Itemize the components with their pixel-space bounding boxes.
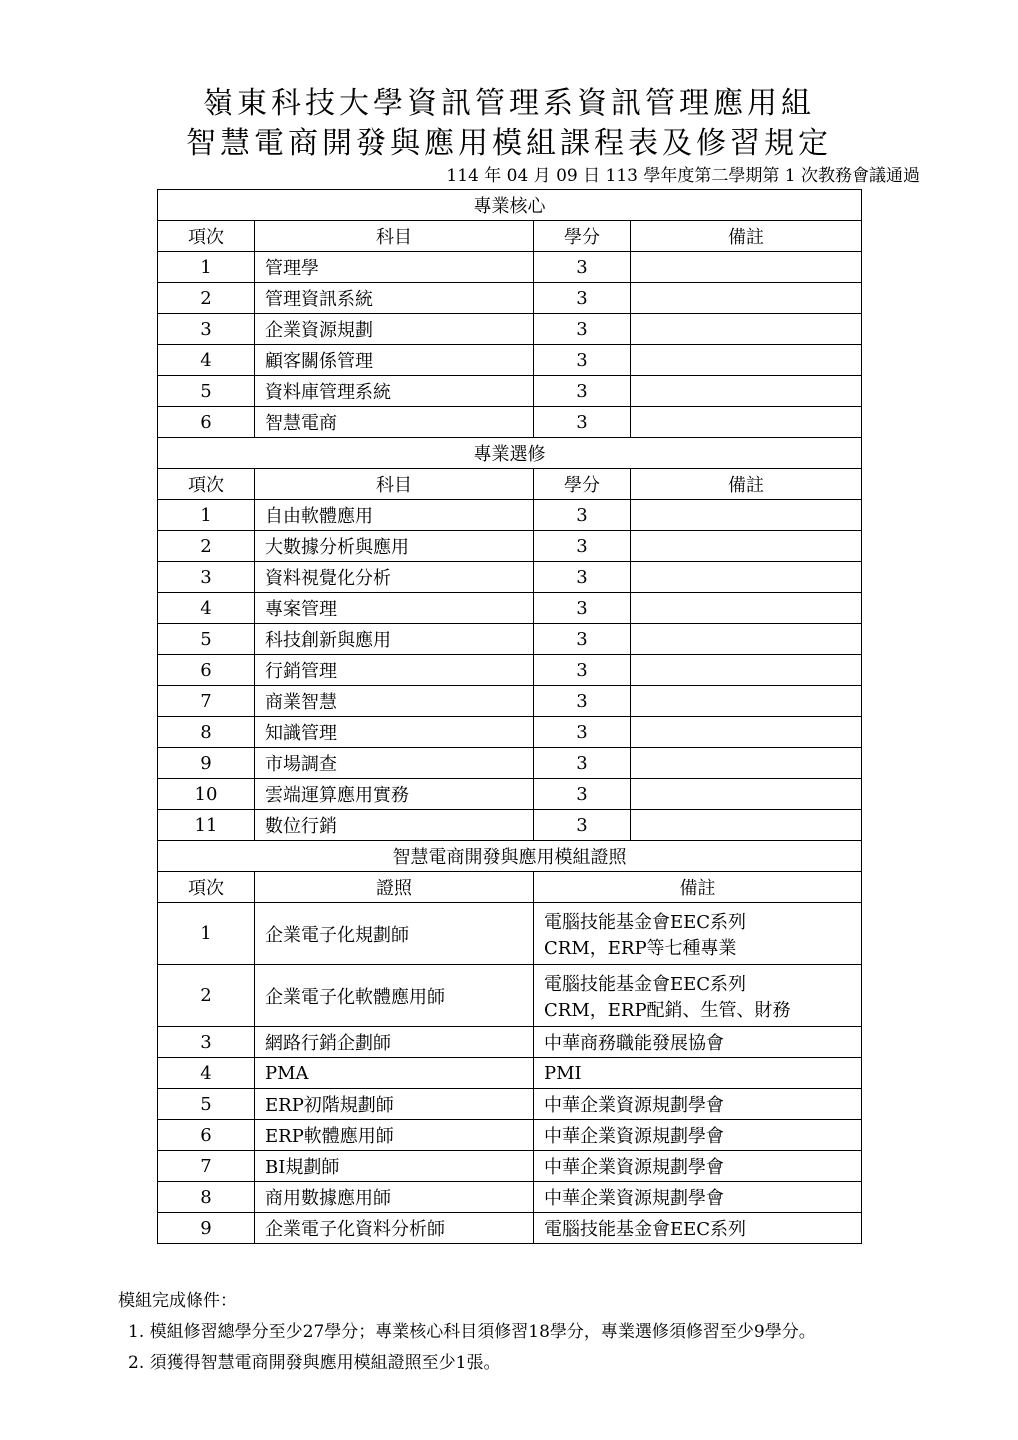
subject-name: 資料視覺化分析 [255, 562, 534, 593]
table-row [158, 717, 862, 748]
credits: 3 [534, 345, 631, 376]
certificate-name: 企業電子化軟體應用師 [255, 965, 534, 1027]
elective-section-title: 專業選修 [158, 438, 862, 469]
note [631, 407, 862, 438]
credits: 3 [534, 779, 631, 810]
subject-name: 科技創新與應用 [255, 624, 534, 655]
issuer-line: PMI [544, 1062, 582, 1084]
table-row [158, 1089, 862, 1120]
note [631, 655, 862, 686]
certificate-issuer [534, 1120, 862, 1151]
certificate-name: 企業電子化規劃師 [255, 903, 534, 965]
credits: 3 [534, 407, 631, 438]
table-row [158, 562, 862, 593]
subject-name: 自由軟體應用 [255, 500, 534, 531]
item-number: 4 [158, 593, 255, 624]
certificate-issuer [534, 903, 862, 965]
table-row [158, 531, 862, 562]
approval-note: 114 年 04 月 09 日 113 學年度第二學期第 1 次教務會議通過 [446, 166, 920, 186]
credits: 3 [534, 314, 631, 345]
credits-header: 學分 [534, 469, 631, 500]
note [631, 562, 862, 593]
certificate-header: 證照 [255, 872, 534, 903]
item-number: 2 [158, 531, 255, 562]
credits: 3 [534, 283, 631, 314]
subject-name: 管理資訊系統 [255, 283, 534, 314]
document-title-line1: 嶺東科技大學資訊管理系資訊管理應用組 [203, 86, 815, 121]
table-row [158, 500, 862, 531]
certificate-name: PMA [255, 1058, 534, 1089]
credits: 3 [534, 810, 631, 841]
note [631, 376, 862, 407]
table-row [158, 376, 862, 407]
table-row [158, 779, 862, 810]
subject-header: 科目 [255, 469, 534, 500]
note [631, 283, 862, 314]
table-row [158, 748, 862, 779]
credits: 3 [534, 376, 631, 407]
issuer-line: 中華企業資源規劃學會 [544, 1126, 724, 1147]
item-number: 3 [158, 314, 255, 345]
completion-requirements [118, 1286, 816, 1379]
credits-header: 學分 [534, 221, 631, 252]
item-number: 5 [158, 1089, 255, 1120]
table-row [158, 1058, 862, 1089]
credits: 3 [534, 531, 631, 562]
table-row [158, 1182, 862, 1213]
note-header: 備註 [534, 872, 862, 903]
item-number: 6 [158, 655, 255, 686]
credits: 3 [534, 717, 631, 748]
issuer-line: 電腦技能基金會EEC系列 [544, 973, 747, 995]
table-row [158, 965, 862, 1027]
certificate-issuer [534, 1151, 862, 1182]
issuer-detail-line: CRM，ERP等七種專業 [544, 937, 737, 959]
certificate-issuer [534, 1213, 862, 1244]
credits: 3 [534, 562, 631, 593]
item-number: 1 [158, 500, 255, 531]
item-number: 2 [158, 965, 255, 1027]
issuer-line: 中華商務職能發展協會 [544, 1033, 724, 1054]
item-number: 1 [158, 252, 255, 283]
certs-section-row [158, 841, 862, 872]
table-row [158, 1213, 862, 1244]
subject-name: 顧客關係管理 [255, 345, 534, 376]
note-header: 備註 [631, 221, 862, 252]
elective-section-row [158, 438, 862, 469]
credits: 3 [534, 500, 631, 531]
certs-section-title: 智慧電商開發與應用模組證照 [158, 841, 862, 872]
subject-name: 市場調查 [255, 748, 534, 779]
requirements-heading: 模組完成條件： [118, 1291, 237, 1311]
item-number: 7 [158, 1151, 255, 1182]
credits: 3 [534, 748, 631, 779]
issuer-line: 中華企業資源規劃學會 [544, 1157, 724, 1178]
note [631, 345, 862, 376]
credits: 3 [534, 655, 631, 686]
certificate-name: ERP初階規劃師 [255, 1089, 534, 1120]
note [631, 252, 862, 283]
table-row [158, 1120, 862, 1151]
subject-name: 行銷管理 [255, 655, 534, 686]
issuer-line: 中華企業資源規劃學會 [544, 1188, 724, 1209]
table-row [158, 1027, 862, 1058]
certificate-issuer [534, 1027, 862, 1058]
subject-name: 數位行銷 [255, 810, 534, 841]
requirement-item: 1. 模組修習總學分至少27學分；專業核心科目須修習18學分，專業選修須修習至少9學分。 [128, 1322, 816, 1342]
certificate-name: 網路行銷企劃師 [255, 1027, 534, 1058]
credits: 3 [534, 624, 631, 655]
item-number: 6 [158, 407, 255, 438]
course-table [157, 189, 862, 1244]
table-row [158, 624, 862, 655]
item-number: 3 [158, 562, 255, 593]
no-header: 項次 [158, 872, 255, 903]
table-row [158, 686, 862, 717]
note [631, 593, 862, 624]
item-number: 2 [158, 283, 255, 314]
note [631, 624, 862, 655]
note [631, 748, 862, 779]
no-header: 項次 [158, 221, 255, 252]
certificate-name: BI規劃師 [255, 1151, 534, 1182]
note [631, 717, 862, 748]
table-row [158, 283, 862, 314]
table-row [158, 903, 862, 965]
note [631, 779, 862, 810]
table-row [158, 314, 862, 345]
issuer-line: 電腦技能基金會EEC系列 [544, 1219, 747, 1240]
table-row [158, 1151, 862, 1182]
issuer-line: 中華企業資源規劃學會 [544, 1095, 724, 1116]
certificate-issuer [534, 1058, 862, 1089]
no-header: 項次 [158, 469, 255, 500]
credits: 3 [534, 686, 631, 717]
core-section-row [158, 190, 862, 221]
subject-name: 企業資源規劃 [255, 314, 534, 345]
table-row [158, 407, 862, 438]
requirement-item: 2. 須獲得智慧電商開發與應用模組證照至少1張。 [128, 1353, 501, 1373]
certificate-issuer [534, 965, 862, 1027]
item-number: 9 [158, 748, 255, 779]
certificate-issuer [534, 1089, 862, 1120]
note-header: 備註 [631, 469, 862, 500]
elective-header-row [158, 469, 862, 500]
document-title-line2: 智慧電商開發與應用模組課程表及修習規定 [186, 126, 832, 161]
core-header-row [158, 221, 862, 252]
note [631, 500, 862, 531]
subject-name: 專案管理 [255, 593, 534, 624]
item-number: 4 [158, 345, 255, 376]
certificate-name: ERP軟體應用師 [255, 1120, 534, 1151]
certificate-issuer [534, 1182, 862, 1213]
certificate-name: 商用數據應用師 [255, 1182, 534, 1213]
item-number: 11 [158, 810, 255, 841]
item-number: 6 [158, 1120, 255, 1151]
note [631, 314, 862, 345]
subject-name: 智慧電商 [255, 407, 534, 438]
item-number: 4 [158, 1058, 255, 1089]
subject-name: 大數據分析與應用 [255, 531, 534, 562]
item-number: 8 [158, 717, 255, 748]
item-number: 3 [158, 1027, 255, 1058]
issuer-detail-line: CRM，ERP配銷、生管、財務 [544, 999, 791, 1021]
item-number: 8 [158, 1182, 255, 1213]
subject-name: 雲端運算應用實務 [255, 779, 534, 810]
subject-name: 資料庫管理系統 [255, 376, 534, 407]
subject-name: 知識管理 [255, 717, 534, 748]
certificate-name: 企業電子化資料分析師 [255, 1213, 534, 1244]
item-number: 1 [158, 903, 255, 965]
table-row [158, 810, 862, 841]
credits: 3 [534, 252, 631, 283]
subject-header: 科目 [255, 221, 534, 252]
table-row [158, 655, 862, 686]
issuer-line: 電腦技能基金會EEC系列 [544, 911, 747, 933]
table-row [158, 593, 862, 624]
item-number: 5 [158, 376, 255, 407]
item-number: 9 [158, 1213, 255, 1244]
item-number: 10 [158, 779, 255, 810]
table-row [158, 252, 862, 283]
certs-header-row [158, 872, 862, 903]
item-number: 5 [158, 624, 255, 655]
subject-name: 管理學 [255, 252, 534, 283]
credits: 3 [534, 593, 631, 624]
note [631, 810, 862, 841]
item-number: 7 [158, 686, 255, 717]
subject-name: 商業智慧 [255, 686, 534, 717]
note [631, 686, 862, 717]
table-row [158, 345, 862, 376]
note [631, 531, 862, 562]
core-section-title: 專業核心 [158, 190, 862, 221]
